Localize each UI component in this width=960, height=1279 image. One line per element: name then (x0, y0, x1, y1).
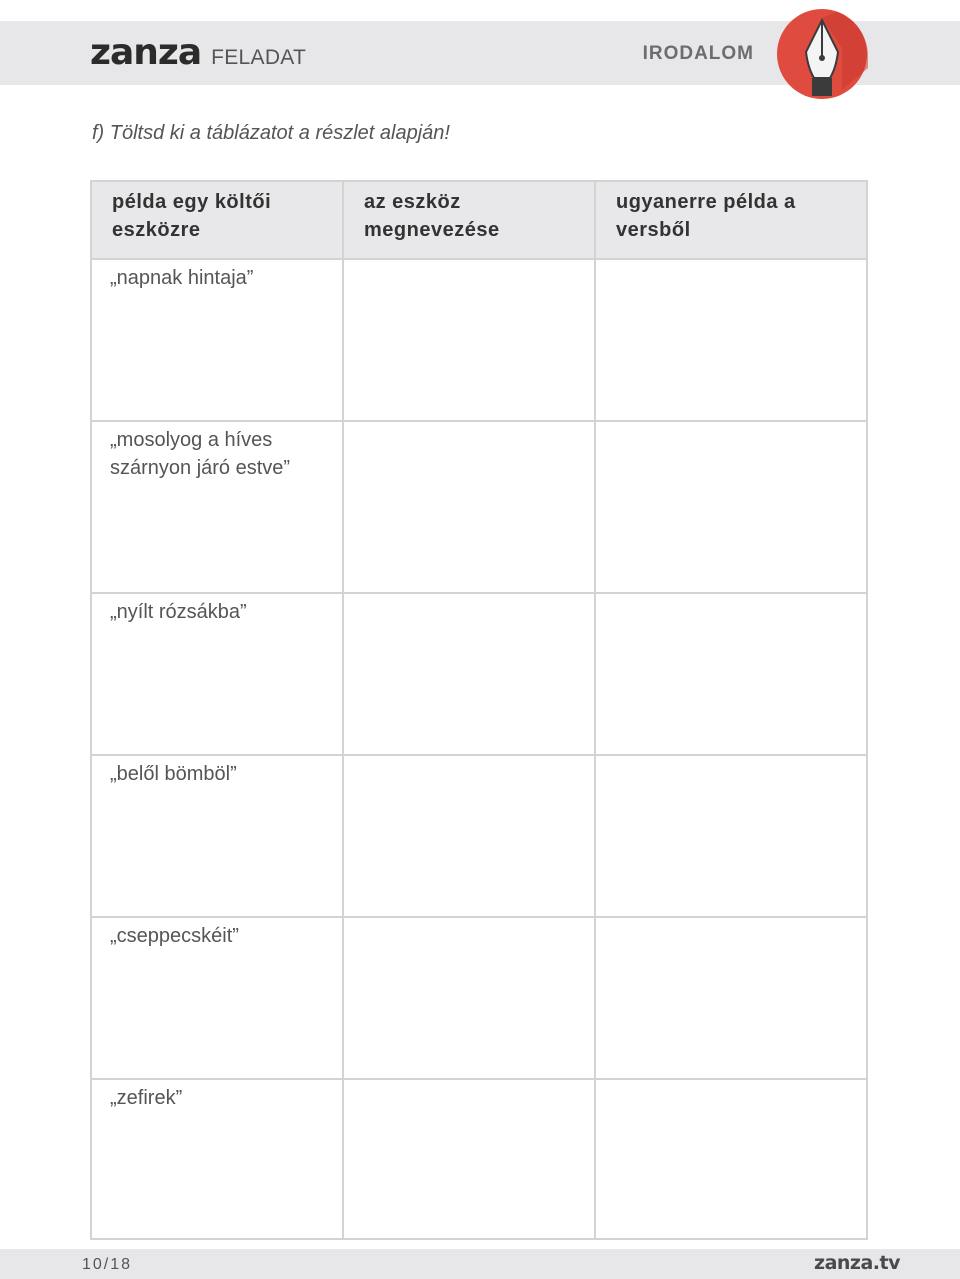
example-cell: „mosolyog a híves szárnyon járó estve” (91, 421, 343, 593)
table-row (91, 259, 867, 421)
answer-cell[interactable] (343, 259, 595, 421)
brand (90, 32, 307, 73)
fountain-pen-icon (776, 8, 868, 100)
answer-cell[interactable] (595, 593, 867, 755)
subject-label: IRODALOM (642, 43, 754, 64)
answer-cell[interactable] (343, 917, 595, 1079)
example-cell: „belől bömböl” (91, 755, 343, 917)
table-row (91, 1079, 867, 1239)
example-cell: „nyílt rózsákba” (91, 593, 343, 755)
table-row (91, 421, 867, 593)
answer-cell[interactable] (595, 259, 867, 421)
page-footer (0, 1249, 960, 1279)
table-row (91, 917, 867, 1079)
answer-cell[interactable] (343, 1079, 595, 1239)
answer-cell[interactable] (343, 421, 595, 593)
table-header-row (91, 181, 867, 259)
example-cell: „cseppecskéit” (91, 917, 343, 1079)
footer-logo: zanza.tv (814, 1252, 900, 1274)
header-device-name: az eszköz megnevezése (343, 181, 595, 259)
header-example: példa egy költői eszközre (91, 181, 343, 259)
header-poem-example: ugyanerre példa a versből (595, 181, 867, 259)
answer-cell[interactable] (595, 421, 867, 593)
answer-cell[interactable] (595, 917, 867, 1079)
answer-cell[interactable] (343, 593, 595, 755)
answer-cell[interactable] (595, 755, 867, 917)
example-cell: „zefirek” (91, 1079, 343, 1239)
brand-logo: zanza (90, 32, 202, 73)
worksheet-label: FELADAT (211, 46, 307, 69)
table-row (91, 593, 867, 755)
table-row (91, 755, 867, 917)
answer-table (90, 180, 868, 1240)
answer-cell[interactable] (595, 1079, 867, 1239)
page-number: 10/18 (82, 1256, 133, 1273)
task-instruction: f) Töltsd ki a táblázatot a részlet alapján! (92, 122, 450, 144)
answer-cell[interactable] (343, 755, 595, 917)
example-cell: „napnak hintaja” (91, 259, 343, 421)
